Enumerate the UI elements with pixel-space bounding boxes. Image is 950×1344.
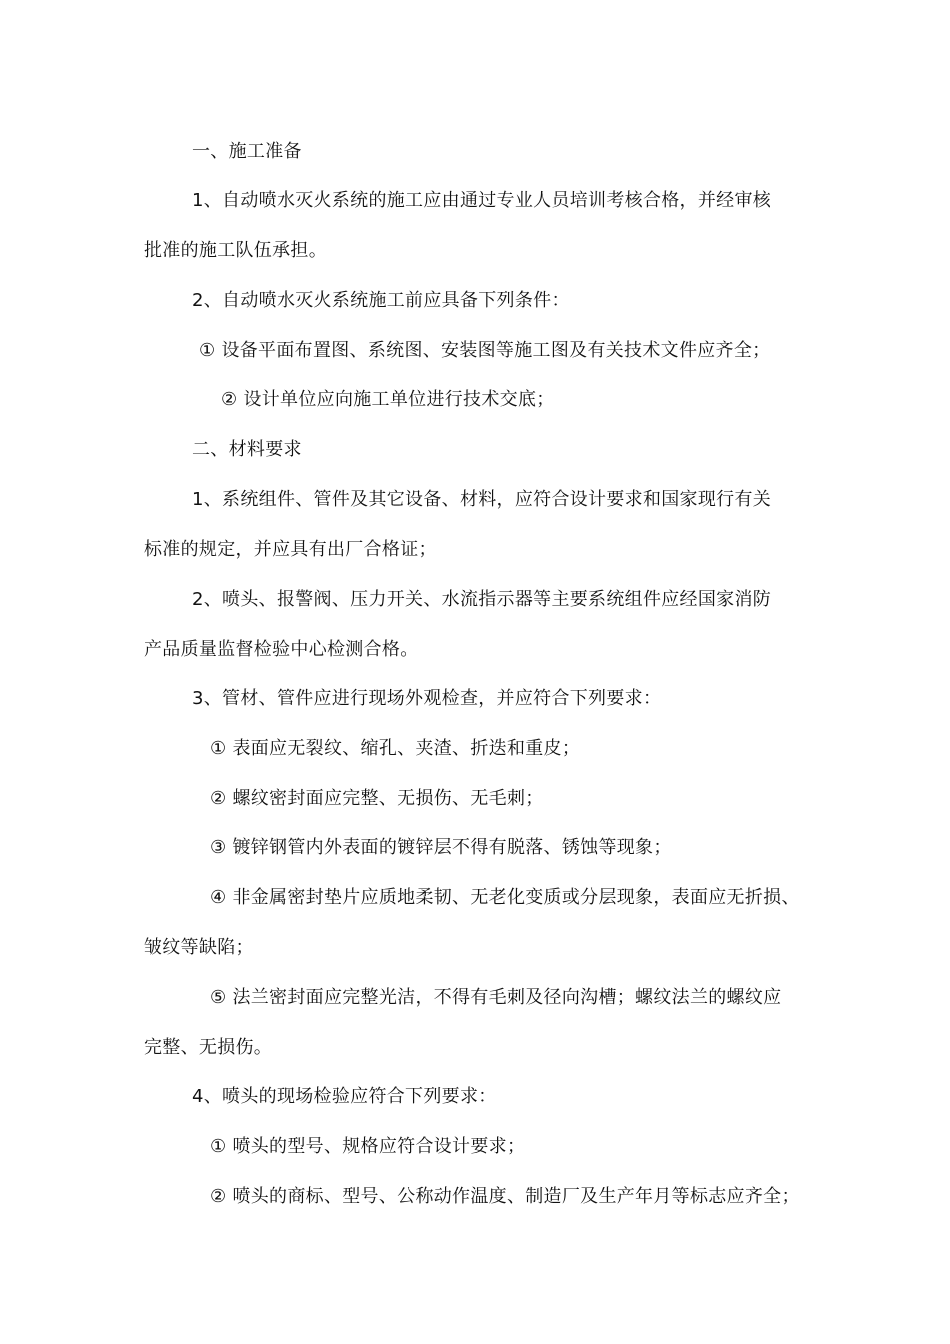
list-item: ① 表面应无裂纹、缩孔、夹渣、折迭和重皮；	[210, 738, 581, 759]
paragraph-line: 批准的施工队伍承担。	[144, 240, 327, 261]
list-item: ④ 非金属密封垫片应质地柔韧、无老化变质或分层现象，表面应无折损、	[210, 887, 800, 908]
paragraph-line: 4、喷头的现场检验应符合下列要求：	[192, 1086, 497, 1107]
list-item: ② 螺纹密封面应完整、无损伤、无毛刺；	[210, 788, 544, 809]
paragraph-line: 产品质量监督检验中心检测合格。	[144, 639, 419, 660]
paragraph-line: 3、管材、管件应进行现场外观检查，并应符合下列要求：	[192, 688, 662, 709]
list-item-continuation: 完整、无损伤。	[144, 1037, 273, 1058]
section-heading-material-requirements: 二、材料要求	[192, 439, 302, 460]
list-item: ⑤ 法兰密封面应完整光洁，不得有毛刺及径向沟槽；螺纹法兰的螺纹应	[210, 987, 782, 1008]
list-item: ① 喷头的型号、规格应符合设计要求；	[210, 1136, 526, 1157]
list-item: ② 设计单位应向施工单位进行技术交底；	[221, 389, 555, 410]
paragraph-line: 1、自动喷水灭火系统的施工应由通过专业人员培训考核合格，并经审核	[192, 190, 772, 211]
paragraph-line: 2、喷头、报警阀、压力开关、水流指示器等主要系统组件应经国家消防	[192, 589, 772, 610]
paragraph-line: 1、系统组件、管件及其它设备、材料，应符合设计要求和国家现行有关	[192, 489, 772, 510]
list-item: ① 设备平面布置图、系统图、安装图等施工图及有关技术文件应齐全；	[199, 340, 771, 361]
list-item: ③ 镀锌钢管内外表面的镀锌层不得有脱落、锈蚀等现象；	[210, 837, 672, 858]
paragraph-line: 标准的规定，并应具有出厂合格证；	[144, 539, 437, 560]
list-item-continuation: 皱纹等缺陷；	[144, 937, 254, 958]
list-item: ② 喷头的商标、型号、公称动作温度、制造厂及生产年月等标志应齐全；	[210, 1186, 800, 1207]
paragraph-line: 2、自动喷水灭火系统施工前应具备下列条件：	[192, 290, 570, 311]
section-heading-construction-prep: 一、施工准备	[192, 141, 302, 162]
